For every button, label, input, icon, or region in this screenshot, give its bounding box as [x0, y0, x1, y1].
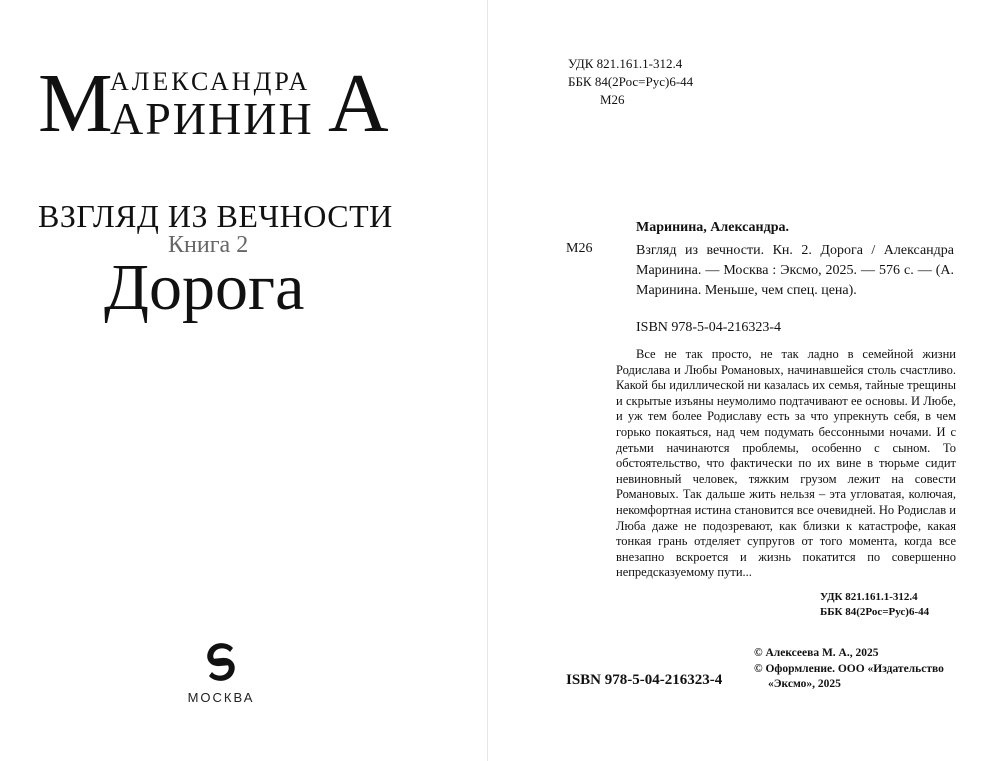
classification-codes — [568, 55, 693, 109]
author-surname-final: А — [328, 57, 389, 150]
udk-code: УДК 821.161.1-312.4 — [568, 56, 683, 71]
publisher-city: МОСКВА — [187, 690, 255, 705]
author-surname-middle: АРИНИН — [110, 93, 314, 144]
author-surname-initial: М — [38, 57, 113, 150]
book-title: Дорога — [104, 251, 305, 324]
bibliographic-author: Маринина, Александра. — [636, 220, 789, 235]
annotation-bbk: ББК 84(2Рос=Рус)6-44 — [820, 606, 930, 618]
eksmo-logo-icon — [203, 640, 239, 684]
annotation-codes — [820, 590, 929, 620]
annotation: Все не так просто, не так ладно в семейной жизни Родислава и Любы Романовых, начинавшейся столь счастливо. Какой бы идиллической ни казалась их семья, тайные трещины и скрытые изъяны неумолимо подтачивают ее основы. И Любе, и уж тем более Родиславу есть за что упрекнуть себя, в чем горько покаяться, над чем подумать бессонными ночами. И с детьми начинаются проблемы, особенно с сыном. То обстоятельство, что фактически по их вине в тюрьме сидит невиновный человек, тяжким грузом лежит на совести Романовых. Так дальше жить нельзя – эта угловатая, колючая, некомфортная истина становится все очевидней. Но Родислав и Люба даже не подозревают, как близки к катастрофе, какая тонкая грань отделяет супругов от того момента, когда все внезапно вскроется и жизнь покатится по совершенно непредсказуемому пути... — [616, 347, 956, 580]
series-title: ВЗГЛЯД ИЗ ВЕЧНОСТИ — [38, 198, 393, 234]
author-first-name: АЛЕКСАНДРА — [110, 67, 311, 96]
copyright-publisher: «Эксмо», 2025 — [768, 678, 841, 690]
bibliographic-description: Взгляд из вечности. Кн. 2. Дорога / Александра Маринина. — Москва : Эксмо, 2025. — 576 с. — (А. Маринина. Меньше, чем спец. цена). — [636, 243, 954, 298]
copyright-design: © Оформление. ООО «Издательство — [754, 662, 944, 675]
author-name — [38, 57, 408, 152]
bibliographic-isbn: ISBN 978-5-04-216323-4 — [636, 320, 782, 335]
copyright-author: © Алексеева М. А., 2025 — [754, 647, 879, 659]
left-page — [0, 0, 488, 761]
book-number: Книга 2 — [168, 232, 249, 258]
publisher-logo — [183, 640, 259, 720]
bibliographic-mark: М26 — [566, 241, 593, 256]
annotation-udk: УДК 821.161.1-312.4 — [820, 591, 918, 603]
copyright-block — [754, 646, 944, 693]
bbk-code: ББК 84(2Рос=Рус)6-44 — [568, 74, 694, 89]
isbn-bottom: ISBN 978-5-04-216323-4 — [566, 672, 723, 688]
author-mark: М26 — [600, 92, 625, 107]
right-page — [488, 0, 1006, 761]
